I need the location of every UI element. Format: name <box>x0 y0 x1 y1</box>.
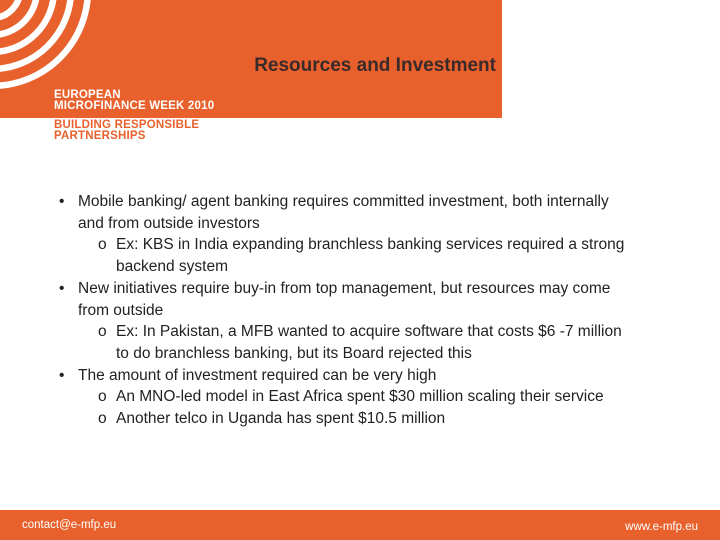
contact-email-link[interactable]: contact@e-mfp.eu <box>22 519 117 531</box>
header-banner <box>0 0 502 118</box>
event-tagline-line-1: BUILDING RESPONSIBLE <box>54 119 200 131</box>
event-tagline-line-2: PARTNERSHIPS <box>54 130 146 142</box>
website-link[interactable]: www.e-mfp.eu <box>625 521 698 533</box>
event-name-line-2: MICROFINANCE WEEK 2010 <box>54 100 215 112</box>
bullet-item: • The amount of investment required can be very high <box>56 365 636 387</box>
sub-bullet-item: o Ex: KBS in India expanding branchless banking services required a strong backend system <box>56 234 636 277</box>
sub-bullet-item: o Another telco in Uganda has spent $10.5 million <box>56 408 636 430</box>
slide-body <box>56 191 636 430</box>
bullet-item: • Mobile banking/ agent banking requires committed investment, both internally and from outside investors <box>56 191 636 234</box>
sub-bullet-item: o An MNO-led model in East Africa spent $30 million scaling their service <box>56 386 636 408</box>
bullet-item: • New initiatives require buy-in from top management, but resources may come from outside <box>56 278 636 321</box>
concentric-rings-logo-icon <box>0 0 170 90</box>
event-tagline <box>54 120 199 142</box>
sub-bullet-item: o Ex: In Pakistan, a MFB wanted to acquire software that costs $6 -7 million to do branchless banking, but its Board rejected this <box>56 321 636 364</box>
event-name <box>54 90 214 112</box>
footer-bar <box>0 510 720 540</box>
bullet-list <box>56 191 636 430</box>
event-name-line-1: EUROPEAN <box>54 89 121 101</box>
slide-title: Resources and Investment <box>254 55 496 76</box>
